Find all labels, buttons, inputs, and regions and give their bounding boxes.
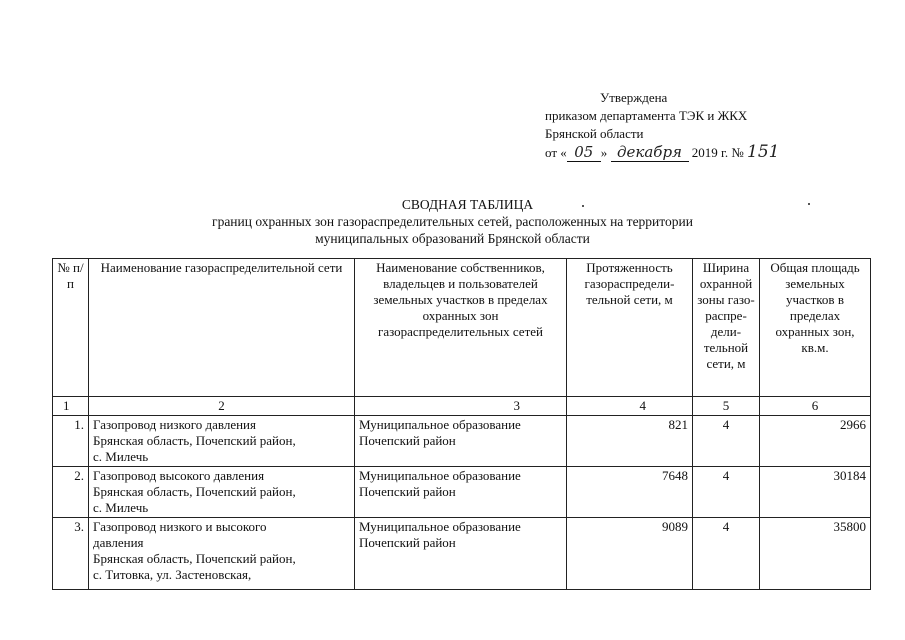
column-number: 6 [760,397,871,416]
owner-cell [355,416,567,467]
column-header: Наименование собственников, владельцев и пользователей земельных участков в пределах охранных зон газораспределительных сетей [355,259,567,397]
owner-line: Муниципальное образование [359,417,521,432]
document-subtitle: границ охранных зон газораспределительных сетей, расположенных на территории [212,214,693,229]
column-number: 4 [567,397,693,416]
column-header: Наименование газораспределительной сети [89,259,355,397]
column-number: 3 [355,397,567,416]
area-cell: 2966 [760,416,871,467]
owner-line: Муниципальное образование [359,519,521,534]
column-number: 2 [89,397,355,416]
date-mid: » [600,145,608,160]
owner-cell [355,518,567,590]
length-cell: 7648 [567,467,693,518]
column-header: № п/п [53,259,89,397]
network-name-line: Газопровод низкого давления [93,417,256,432]
approval-date-line [545,143,865,162]
column-header: Общая площадь земельных участков в пределах охранных зон, кв.м. [760,259,871,397]
column-header: Ширина охранной зоны газо-распре-дели-тельной сети, м [693,259,760,397]
owner-line: Почепский район [359,535,456,550]
owner-line: Почепский район [359,433,456,448]
table-row [53,467,871,518]
order-number-label: № [731,145,744,160]
network-name-line: Газопровод высокого давления [93,468,265,483]
row-number: 1. [53,416,89,467]
network-name-line: давления [93,535,144,550]
handwritten-day: 05 [567,143,601,162]
column-number: 5 [693,397,760,416]
network-name-cell [89,467,355,518]
network-name-line: с. Титовка, ул. Застеновская, [93,567,252,582]
approval-line: Утверждена [600,90,668,105]
owner-line: Муниципальное образование [359,468,521,483]
network-name-cell [89,416,355,467]
network-name-line: с. Милечь [93,500,149,515]
length-cell: 821 [567,416,693,467]
zones-table [52,258,871,590]
column-header: Протяженность газораспредели-тельной сети, м [567,259,693,397]
owner-cell [355,467,567,518]
table-row [53,416,871,467]
network-name-line: Брянская область, Почепский район, [93,433,296,448]
date-year: 2019 г. [691,145,729,160]
table-header-row [53,259,871,397]
document-subtitle: муниципальных образований Брянской области [315,231,590,246]
date-prefix: от « [545,145,567,160]
row-number: 3. [53,518,89,590]
column-number: 1 [53,397,89,416]
width-cell: 4 [693,416,760,467]
approval-line: приказом департамента ТЭК и ЖКХ [545,108,748,123]
handwritten-order-number: 151 [747,142,780,162]
network-name-cell [89,518,355,590]
area-cell: 30184 [760,467,871,518]
row-number: 2. [53,467,89,518]
network-name-line: с. Милечь [93,449,149,464]
length-cell: 9089 [567,518,693,590]
width-cell: 4 [693,467,760,518]
approval-line: Брянской области [545,126,644,141]
owner-line: Почепский район [359,484,456,499]
width-cell: 4 [693,518,760,590]
handwritten-month: декабря [611,143,689,162]
scan-speck [582,205,584,207]
scan-speck [808,203,810,205]
document-title: СВОДНАЯ ТАБЛИЦА [401,197,534,212]
network-name-line: Газопровод низкого и высокого [93,519,267,534]
table-row [53,518,871,590]
document-heading [0,196,905,247]
column-numbering-row [53,397,871,416]
network-name-line: Брянская область, Почепский район, [93,551,296,566]
area-cell: 35800 [760,518,871,590]
network-name-line: Брянская область, Почепский район, [93,484,296,499]
approval-stamp [545,89,865,162]
